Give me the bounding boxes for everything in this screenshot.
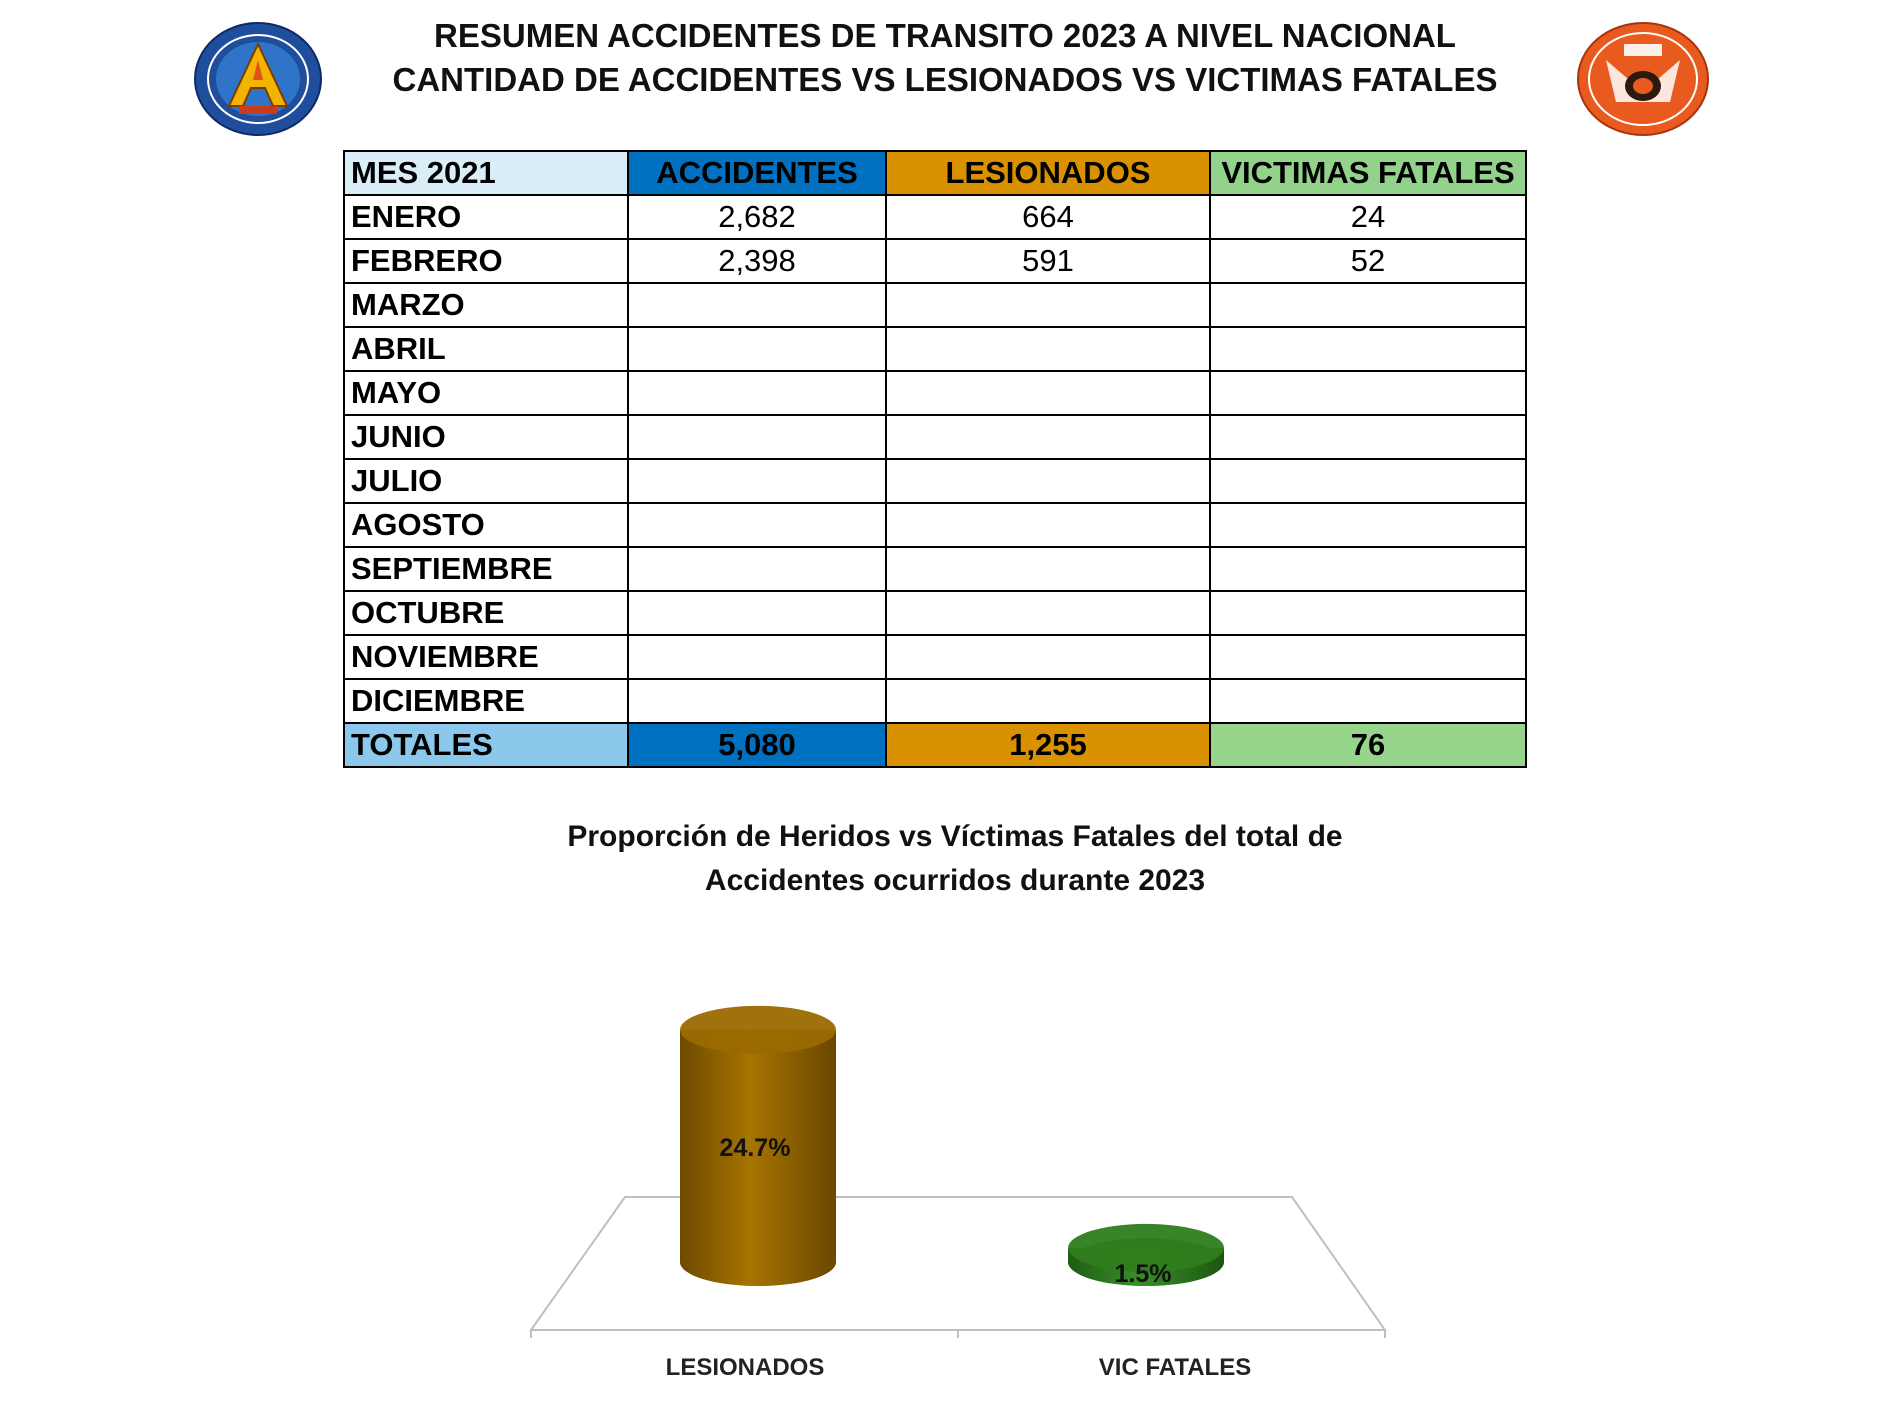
lesionados-cell: 591 — [886, 239, 1210, 283]
month-cell: JUNIO — [344, 415, 628, 459]
totals-label: TOTALES — [344, 723, 628, 767]
accidentes-cell: 2,398 — [628, 239, 886, 283]
category-label: LESIONADOS — [665, 1354, 825, 1381]
month-cell: FEBRERO — [344, 239, 628, 283]
month-cell: DICIEMBRE — [344, 679, 628, 723]
accidentes-cell: 2,682 — [628, 195, 886, 239]
bar-top — [680, 1006, 836, 1054]
total-accidentes: 5,080 — [628, 723, 886, 767]
chart-floor — [531, 1197, 1385, 1338]
data-label: 1.5% — [1114, 1260, 1172, 1288]
chart-title-line-1: Proporción de Heridos vs Víctimas Fatales del total de — [567, 820, 1343, 853]
header-lesionados: LESIONADOS — [886, 151, 1210, 195]
report-title-line-2: CANTIDAD DE ACCIDENTES VS LESIONADOS VS VICTIMAS FATALES — [392, 61, 1498, 98]
month-cell: ABRIL — [344, 327, 628, 371]
victimas-cell: 52 — [1210, 239, 1526, 283]
total-lesionados: 1,255 — [886, 723, 1210, 767]
category-label: VIC FATALES — [1098, 1354, 1252, 1381]
chart-title-line-2: Accidentes ocurridos durante 2023 — [704, 864, 1206, 897]
lesionados-cell: 664 — [886, 195, 1210, 239]
month-cell: ENERO — [344, 195, 628, 239]
month-cell: NOVIEMBRE — [344, 635, 628, 679]
month-cell: SEPTIEMBRE — [344, 547, 628, 591]
header-victimas-fatales: VICTIMAS FATALES — [1210, 151, 1526, 195]
month-cell: MAYO — [344, 371, 628, 415]
header-accidentes: ACCIDENTES — [628, 151, 886, 195]
header-mes: MES 2021 — [344, 151, 628, 195]
victimas-cell: 24 — [1210, 195, 1526, 239]
month-cell: AGOSTO — [344, 503, 628, 547]
report-title-line-1: RESUMEN ACCIDENTES DE TRANSITO 2023 A NIVEL NACIONAL — [434, 17, 1456, 54]
floor-plane — [531, 1197, 1385, 1330]
month-cell: JULIO — [344, 459, 628, 503]
month-cell: OCTUBRE — [344, 591, 628, 635]
total-victimas: 76 — [1210, 723, 1526, 767]
data-label: 24.7% — [719, 1133, 791, 1162]
month-cell: MARZO — [344, 283, 628, 327]
